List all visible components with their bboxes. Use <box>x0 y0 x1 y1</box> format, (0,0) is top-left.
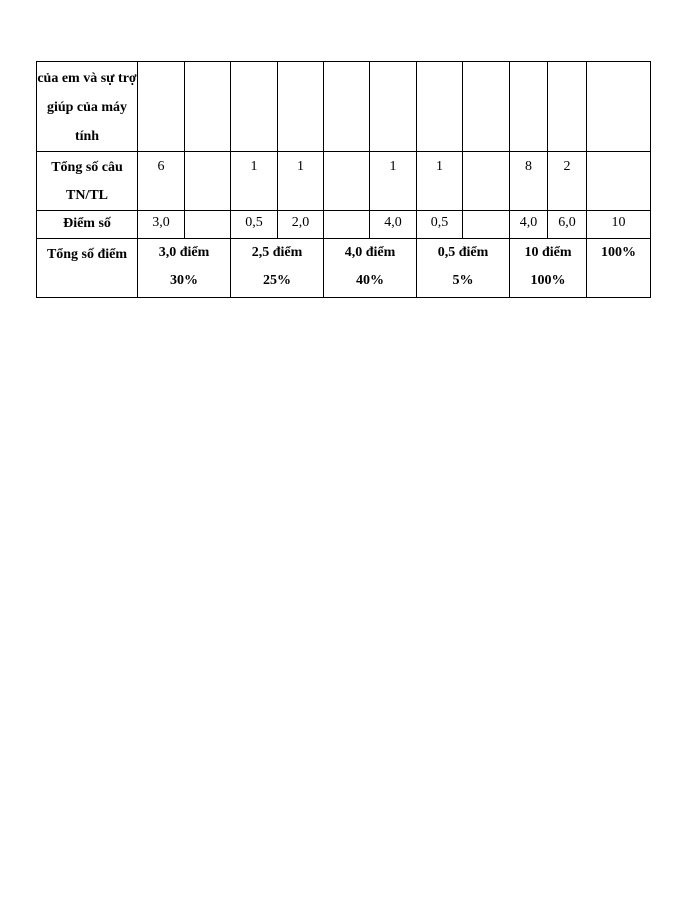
score-matrix-table <box>36 61 651 298</box>
table-cell <box>370 62 417 152</box>
table-cell <box>138 62 185 152</box>
table-cell: 2 <box>548 152 587 211</box>
table-cell: 1 <box>231 152 278 211</box>
table-row-total <box>37 239 651 298</box>
total-points: 0,5 điểm <box>437 245 489 260</box>
table-cell: 6 <box>138 152 185 211</box>
table-cell: 2,0 <box>278 211 324 239</box>
table-cell: 1 <box>417 152 463 211</box>
table-cell <box>278 62 324 152</box>
table-row <box>37 211 651 239</box>
total-group-cell <box>138 239 231 298</box>
table-row <box>37 62 651 152</box>
table-cell <box>185 62 231 152</box>
total-group-cell <box>231 239 324 298</box>
row-label: Tổng số điểm <box>37 239 138 298</box>
table-cell <box>324 62 370 152</box>
table-cell <box>324 211 370 239</box>
total-points: 2,5 điểm <box>251 245 303 260</box>
table-cell <box>548 62 587 152</box>
table-cell: 0,5 <box>231 211 278 239</box>
table-cell: 4,0 <box>510 211 548 239</box>
table-cell <box>185 211 231 239</box>
table-cell <box>463 211 510 239</box>
table-cell <box>510 62 548 152</box>
table-cell <box>463 62 510 152</box>
table-cell <box>587 152 651 211</box>
table-cell: 1 <box>370 152 417 211</box>
row-label: Tổng số câu TN/TL <box>37 152 138 211</box>
table-cell: 4,0 <box>370 211 417 239</box>
table-cell: 10 <box>587 211 651 239</box>
row-label: của em và sự trợ giúp của máy tính <box>37 62 138 152</box>
total-points: 10 điểm <box>524 245 572 260</box>
total-group-cell <box>417 239 510 298</box>
table-cell <box>417 62 463 152</box>
total-points: 4,0 điểm <box>344 245 396 260</box>
total-points: 3,0 điểm <box>158 245 210 260</box>
row-label: Điểm số <box>37 211 138 239</box>
table-cell: 0,5 <box>417 211 463 239</box>
table-cell: 1 <box>278 152 324 211</box>
table-cell: 8 <box>510 152 548 211</box>
table-cell <box>185 152 231 211</box>
table-cell <box>324 152 370 211</box>
total-percent: 25% <box>263 273 291 288</box>
table-cell <box>231 62 278 152</box>
total-percent: 5% <box>452 273 474 288</box>
total-percent: 100% <box>530 273 566 288</box>
total-percent: 40% <box>356 273 384 288</box>
total-group-cell <box>324 239 417 298</box>
total-last-cell: 100% <box>587 239 651 298</box>
table-row <box>37 152 651 211</box>
total-group-cell <box>510 239 587 298</box>
table-cell <box>587 62 651 152</box>
table-cell: 3,0 <box>138 211 185 239</box>
table-cell: 6,0 <box>548 211 587 239</box>
total-percent: 30% <box>170 273 198 288</box>
table-cell <box>463 152 510 211</box>
